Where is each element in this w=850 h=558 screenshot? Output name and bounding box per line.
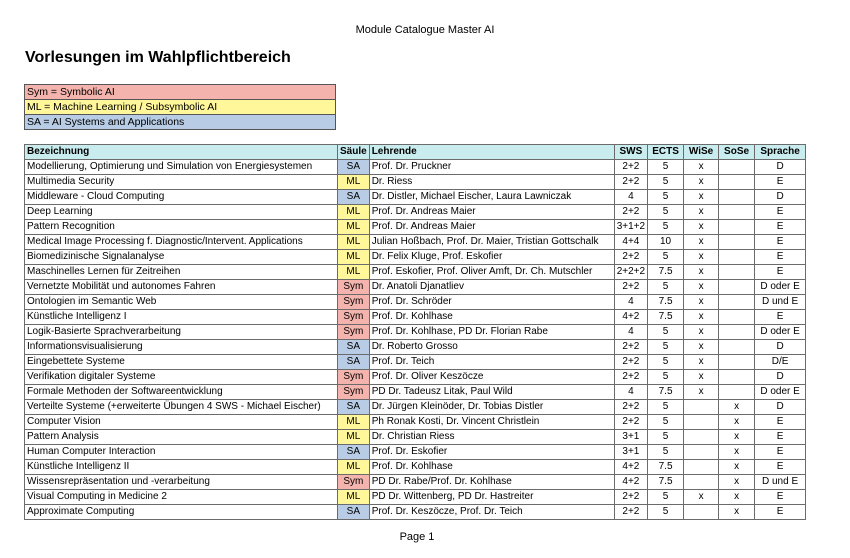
table-row xyxy=(25,460,806,475)
cell-language: E xyxy=(755,235,806,250)
cell-pillar: ML xyxy=(338,265,370,280)
cell-pillar: Sym xyxy=(338,295,370,310)
cell-sose xyxy=(719,355,755,370)
cell-course-name: Visual Computing in Medicine 2 xyxy=(25,490,338,505)
cell-lecturers: Dr. Christian Riess xyxy=(369,430,614,445)
cell-lecturers: Prof. Dr. Schröder xyxy=(369,295,614,310)
cell-ects: 7.5 xyxy=(648,265,684,280)
cell-sws: 2+2+2 xyxy=(614,265,647,280)
cell-wise: x xyxy=(684,160,719,175)
cell-pillar: Sym xyxy=(338,325,370,340)
cell-lecturers: Dr. Roberto Grosso xyxy=(369,340,614,355)
cell-sws: 2+2 xyxy=(614,250,647,265)
cell-wise xyxy=(684,415,719,430)
cell-language: D und E xyxy=(755,475,806,490)
cell-lecturers: Prof. Dr. Andreas Maier xyxy=(369,205,614,220)
cell-course-name: Deep Learning xyxy=(25,205,338,220)
table-row xyxy=(25,385,806,400)
table-row xyxy=(25,325,806,340)
cell-pillar: ML xyxy=(338,205,370,220)
cell-wise xyxy=(684,445,719,460)
cell-sws: 2+2 xyxy=(614,280,647,295)
cell-sws: 3+1 xyxy=(614,430,647,445)
cell-ects: 5 xyxy=(648,280,684,295)
cell-language: E xyxy=(755,460,806,475)
cell-wise: x xyxy=(684,220,719,235)
cell-language: E xyxy=(755,205,806,220)
table-row xyxy=(25,430,806,445)
cell-course-name: Approximate Computing xyxy=(25,505,338,520)
cell-language: D oder E xyxy=(755,280,806,295)
cell-sose xyxy=(719,160,755,175)
cell-wise: x xyxy=(684,280,719,295)
cell-pillar: ML xyxy=(338,460,370,475)
cell-sws: 4+2 xyxy=(614,475,647,490)
cell-ects: 5 xyxy=(648,505,684,520)
cell-lecturers: Prof. Dr. Teich xyxy=(369,355,614,370)
cell-lecturers: PD Dr. Wittenberg, PD Dr. Hastreiter xyxy=(369,490,614,505)
table-row xyxy=(25,295,806,310)
cell-course-name: Pattern Analysis xyxy=(25,430,338,445)
table-row xyxy=(25,490,806,505)
cell-sose xyxy=(719,370,755,385)
cell-sws: 4+4 xyxy=(614,235,647,250)
cell-language: E xyxy=(755,415,806,430)
cell-sose xyxy=(719,340,755,355)
cell-course-name: Biomedizinische Signalanalyse xyxy=(25,250,338,265)
cell-sose xyxy=(719,265,755,280)
cell-ects: 5 xyxy=(648,160,684,175)
table-row xyxy=(25,235,806,250)
cell-language: E xyxy=(755,430,806,445)
table-row xyxy=(25,265,806,280)
cell-course-name: Multimedia Security xyxy=(25,175,338,190)
cell-language: D oder E xyxy=(755,385,806,400)
cell-lecturers: Prof. Dr. Kohlhase xyxy=(369,310,614,325)
cell-sose xyxy=(719,310,755,325)
cell-pillar: SA xyxy=(338,190,370,205)
cell-lecturers: Dr. Felix Kluge, Prof. Eskofier xyxy=(369,250,614,265)
cell-sws: 2+2 xyxy=(614,175,647,190)
cell-pillar: SA xyxy=(338,505,370,520)
cell-pillar: ML xyxy=(338,430,370,445)
table-row xyxy=(25,190,806,205)
cell-ects: 5 xyxy=(648,355,684,370)
cell-sose: x xyxy=(719,505,755,520)
cell-lecturers: Ph Ronak Kosti, Dr. Vincent Christlein xyxy=(369,415,614,430)
cell-language: E xyxy=(755,310,806,325)
cell-sws: 3+1+2 xyxy=(614,220,647,235)
legend-ml: ML = Machine Learning / Subsymbolic AI xyxy=(25,100,336,115)
cell-ects: 5 xyxy=(648,325,684,340)
cell-sws: 2+2 xyxy=(614,400,647,415)
cell-lecturers: Prof. Eskofier, Prof. Oliver Amft, Dr. Ch. Mutschler xyxy=(369,265,614,280)
cell-sws: 2+2 xyxy=(614,415,647,430)
cell-language: E xyxy=(755,220,806,235)
cell-course-name: Ontologien im Semantic Web xyxy=(25,295,338,310)
cell-course-name: Künstliche Intelligenz I xyxy=(25,310,338,325)
cell-pillar: Sym xyxy=(338,280,370,295)
cell-ects: 5 xyxy=(648,250,684,265)
table-row xyxy=(25,220,806,235)
col-header-saeule: Säule xyxy=(338,145,370,160)
cell-wise: x xyxy=(684,250,719,265)
cell-course-name: Vernetzte Mobilität und autonomes Fahren xyxy=(25,280,338,295)
cell-wise: x xyxy=(684,325,719,340)
cell-wise: x xyxy=(684,310,719,325)
cell-language: D und E xyxy=(755,295,806,310)
cell-ects: 5 xyxy=(648,370,684,385)
cell-ects: 5 xyxy=(648,400,684,415)
cell-lecturers: Prof. Dr. Pruckner xyxy=(369,160,614,175)
cell-lecturers: Julian Hoßbach, Prof. Dr. Maier, Tristian Gottschalk xyxy=(369,235,614,250)
cell-sws: 4 xyxy=(614,295,647,310)
cell-sws: 2+2 xyxy=(614,205,647,220)
cell-sose xyxy=(719,205,755,220)
cell-course-name: Pattern Recognition xyxy=(25,220,338,235)
cell-language: D xyxy=(755,190,806,205)
cell-course-name: Maschinelles Lernen für Zeitreihen xyxy=(25,265,338,280)
course-table xyxy=(24,144,806,520)
cell-pillar: ML xyxy=(338,250,370,265)
cell-wise: x xyxy=(684,235,719,250)
cell-pillar: ML xyxy=(338,175,370,190)
cell-sose xyxy=(719,220,755,235)
cell-sose: x xyxy=(719,445,755,460)
cell-language: D oder E xyxy=(755,325,806,340)
cell-wise: x xyxy=(684,295,719,310)
table-row xyxy=(25,340,806,355)
course-table-body xyxy=(25,160,806,520)
table-row xyxy=(25,310,806,325)
cell-sose: x xyxy=(719,475,755,490)
cell-lecturers: PD Dr. Tadeusz Litak, Paul Wild xyxy=(369,385,614,400)
cell-sose xyxy=(719,250,755,265)
cell-ects: 5 xyxy=(648,430,684,445)
cell-ects: 7.5 xyxy=(648,475,684,490)
cell-lecturers: Prof. Dr. Oliver Keszöcze xyxy=(369,370,614,385)
cell-language: E xyxy=(755,505,806,520)
cell-ects: 5 xyxy=(648,490,684,505)
cell-pillar: ML xyxy=(338,415,370,430)
cell-ects: 7.5 xyxy=(648,310,684,325)
cell-ects: 7.5 xyxy=(648,385,684,400)
legend-sym: Sym = Symbolic AI xyxy=(25,85,336,100)
cell-sose xyxy=(719,385,755,400)
cell-pillar: Sym xyxy=(338,475,370,490)
cell-course-name: Eingebettete Systeme xyxy=(25,355,338,370)
col-header-wise: WiSe xyxy=(684,145,719,160)
cell-ects: 5 xyxy=(648,175,684,190)
col-header-sose: SoSe xyxy=(719,145,755,160)
cell-wise: x xyxy=(684,175,719,190)
legend-sa: SA = AI Systems and Applications xyxy=(25,115,336,130)
cell-language: D xyxy=(755,160,806,175)
cell-lecturers: Prof. Dr. Andreas Maier xyxy=(369,220,614,235)
cell-wise xyxy=(684,400,719,415)
cell-sose: x xyxy=(719,415,755,430)
cell-sose: x xyxy=(719,490,755,505)
cell-wise: x xyxy=(684,490,719,505)
table-header-row xyxy=(25,145,806,160)
cell-ects: 5 xyxy=(648,340,684,355)
cell-language: D xyxy=(755,370,806,385)
cell-sose: x xyxy=(719,400,755,415)
cell-sws: 2+2 xyxy=(614,160,647,175)
table-row xyxy=(25,400,806,415)
cell-course-name: Computer Vision xyxy=(25,415,338,430)
cell-ects: 7.5 xyxy=(648,460,684,475)
cell-ects: 5 xyxy=(648,220,684,235)
cell-sws: 4+2 xyxy=(614,310,647,325)
table-row xyxy=(25,160,806,175)
cell-lecturers: Prof. Dr. Eskofier xyxy=(369,445,614,460)
cell-ects: 10 xyxy=(648,235,684,250)
cell-pillar: SA xyxy=(338,340,370,355)
cell-course-name: Human Computer Interaction xyxy=(25,445,338,460)
cell-pillar: Sym xyxy=(338,310,370,325)
cell-course-name: Verifikation digitaler Systeme xyxy=(25,370,338,385)
cell-language: E xyxy=(755,445,806,460)
cell-wise: x xyxy=(684,385,719,400)
cell-pillar: SA xyxy=(338,445,370,460)
col-header-lehrende: Lehrende xyxy=(369,145,614,160)
cell-sws: 2+2 xyxy=(614,490,647,505)
table-row xyxy=(25,370,806,385)
cell-lecturers: Dr. Riess xyxy=(369,175,614,190)
table-row xyxy=(25,505,806,520)
col-header-ects: ECTS xyxy=(648,145,684,160)
col-header-bezeichnung: Bezeichnung xyxy=(25,145,338,160)
pillar-legend xyxy=(24,84,336,130)
cell-course-name: Verteilte Systeme (+erweiterte Übungen 4 SWS - Michael Eischer) xyxy=(25,400,338,415)
cell-course-name: Wissensrepräsentation und -verarbeitung xyxy=(25,475,338,490)
table-row xyxy=(25,280,806,295)
cell-pillar: Sym xyxy=(338,385,370,400)
cell-sws: 3+1 xyxy=(614,445,647,460)
page-title: Vorlesungen im Wahlpflichtbereich xyxy=(25,49,291,66)
cell-sws: 2+2 xyxy=(614,340,647,355)
cell-pillar: SA xyxy=(338,400,370,415)
col-header-sprache: Sprache xyxy=(755,145,806,160)
cell-course-name: Medical Image Processing f. Diagnostic/Intervent. Applications xyxy=(25,235,338,250)
cell-sose xyxy=(719,325,755,340)
table-row xyxy=(25,205,806,220)
cell-sws: 2+2 xyxy=(614,355,647,370)
cell-course-name: Middleware - Cloud Computing xyxy=(25,190,338,205)
cell-wise: x xyxy=(684,265,719,280)
cell-language: E xyxy=(755,175,806,190)
cell-language: D xyxy=(755,340,806,355)
table-row xyxy=(25,355,806,370)
cell-course-name: Formale Methoden der Softwareentwicklung xyxy=(25,385,338,400)
cell-wise: x xyxy=(684,370,719,385)
page-header: Module Catalogue Master AI xyxy=(355,24,495,36)
cell-ects: 5 xyxy=(648,190,684,205)
cell-pillar: Sym xyxy=(338,370,370,385)
cell-sws: 4 xyxy=(614,190,647,205)
col-header-sws: SWS xyxy=(614,145,647,160)
cell-ects: 7.5 xyxy=(648,295,684,310)
cell-lecturers: Prof. Dr. Keszöcze, Prof. Dr. Teich xyxy=(369,505,614,520)
cell-wise xyxy=(684,460,719,475)
cell-sws: 4+2 xyxy=(614,460,647,475)
cell-wise: x xyxy=(684,355,719,370)
cell-sws: 2+2 xyxy=(614,505,647,520)
cell-sose: x xyxy=(719,430,755,445)
cell-sose xyxy=(719,280,755,295)
page-footer: Page 1 xyxy=(399,531,435,543)
cell-language: D/E xyxy=(755,355,806,370)
cell-ects: 5 xyxy=(648,205,684,220)
cell-sose: x xyxy=(719,460,755,475)
cell-sose xyxy=(719,175,755,190)
table-row xyxy=(25,415,806,430)
table-row xyxy=(25,175,806,190)
cell-pillar: ML xyxy=(338,220,370,235)
cell-language: D xyxy=(755,400,806,415)
cell-sws: 4 xyxy=(614,325,647,340)
table-row xyxy=(25,445,806,460)
cell-wise: x xyxy=(684,205,719,220)
cell-wise xyxy=(684,505,719,520)
cell-pillar: SA xyxy=(338,355,370,370)
cell-language: E xyxy=(755,265,806,280)
cell-lecturers: Prof. Dr. Kohlhase, PD Dr. Florian Rabe xyxy=(369,325,614,340)
cell-wise xyxy=(684,475,719,490)
cell-sose xyxy=(719,190,755,205)
cell-course-name: Informationsvisualisierung xyxy=(25,340,338,355)
cell-lecturers: PD Dr. Rabe/Prof. Dr. Kohlhase xyxy=(369,475,614,490)
cell-wise: x xyxy=(684,340,719,355)
cell-wise xyxy=(684,430,719,445)
cell-pillar: ML xyxy=(338,235,370,250)
cell-wise: x xyxy=(684,190,719,205)
cell-course-name: Künstliche Intelligenz II xyxy=(25,460,338,475)
cell-pillar: ML xyxy=(338,490,370,505)
cell-sose xyxy=(719,295,755,310)
cell-language: E xyxy=(755,490,806,505)
cell-lecturers: Dr. Anatoli Djanatliev xyxy=(369,280,614,295)
cell-sose xyxy=(719,235,755,250)
table-row xyxy=(25,250,806,265)
cell-language: E xyxy=(755,250,806,265)
cell-course-name: Modellierung, Optimierung und Simulation von Energiesystemen xyxy=(25,160,338,175)
cell-course-name: Logik-Basierte Sprachverarbeitung xyxy=(25,325,338,340)
cell-ects: 5 xyxy=(648,415,684,430)
cell-lecturers: Prof. Dr. Kohlhase xyxy=(369,460,614,475)
table-row xyxy=(25,475,806,490)
cell-sws: 4 xyxy=(614,385,647,400)
cell-lecturers: Dr. Jürgen Kleinöder, Dr. Tobias Distler xyxy=(369,400,614,415)
cell-sws: 2+2 xyxy=(614,370,647,385)
cell-lecturers: Dr. Distler, Michael Eischer, Laura Lawniczak xyxy=(369,190,614,205)
cell-ects: 5 xyxy=(648,445,684,460)
cell-pillar: SA xyxy=(338,160,370,175)
